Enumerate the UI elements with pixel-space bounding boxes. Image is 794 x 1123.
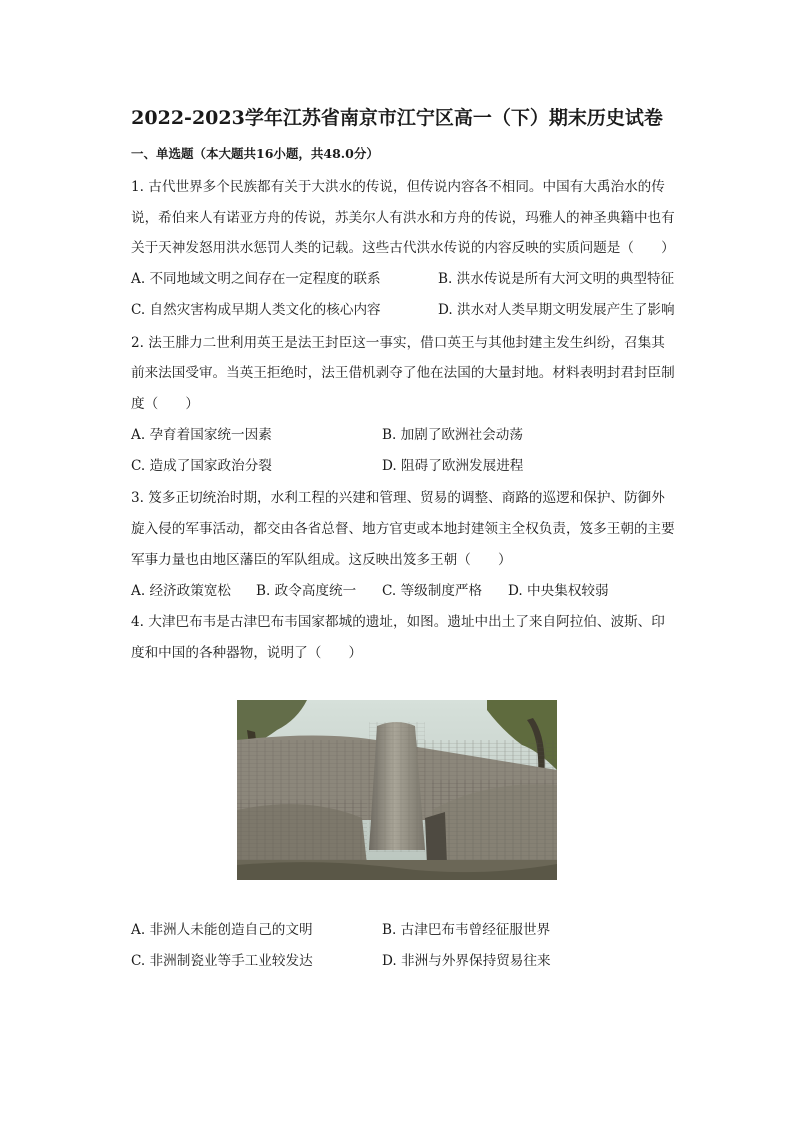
great-zimbabwe-photo (237, 700, 557, 880)
question-4-option-b[interactable]: B. 古津巴布韦曾经征服世界 (382, 922, 551, 938)
question-4-option-d[interactable]: D. 非洲与外界保持贸易往来 (382, 953, 551, 969)
ruins-illustration (237, 700, 557, 880)
question-2-option-a[interactable]: A. 孕育着国家统一因素 (131, 427, 272, 443)
question-1-option-b[interactable]: B. 洪水传说是所有大河文明的典型特征 (438, 271, 675, 287)
question-2-line-1: 2. 法王腓力二世利用英王是法王封臣这一事实，借口英王与其他封建主发生纠纷，召集其 (131, 335, 665, 351)
section-heading: 一、单选题（本大题共16小题，共48.0分） (131, 146, 379, 161)
question-3-option-a[interactable]: A. 经济政策宽松 (131, 583, 232, 599)
question-4-option-c[interactable]: C. 非洲制瓷业等手工业较发达 (131, 953, 313, 969)
question-3-option-b[interactable]: B. 政令高度统一 (256, 583, 357, 599)
exam-title: 2022-2023学年江苏省南京市江宁区高一（下）期末历史试卷 (131, 107, 663, 129)
question-3-option-d[interactable]: D. 中央集权较弱 (508, 583, 609, 599)
question-3-line-2: 旋入侵的军事活动，都交由各省总督、地方官吏或本地封建领主全权负责，笈多王朝的主要 (131, 521, 675, 537)
question-3-option-c[interactable]: C. 等级制度严格 (382, 583, 483, 599)
question-2-line-2: 前来法国受审。当英王拒绝时，法王借机剥夺了他在法国的大量封地。材料表明封君封臣制 (131, 365, 675, 381)
question-3-line-1: 3. 笈多正切统治时期，水利工程的兴建和管理、贸易的调整、商路的巡逻和保护、防御外 (131, 490, 665, 506)
question-4-option-a[interactable]: A. 非洲人未能创造自己的文明 (131, 922, 313, 938)
question-2-line-3: 度（ ） (131, 396, 199, 412)
question-1-line-3: 关于天神发怒用洪水惩罚人类的记载。这些古代洪水传说的内容反映的实质问题是（ ） (131, 240, 675, 256)
question-2-option-d[interactable]: D. 阻碍了欧洲发展进程 (382, 458, 524, 474)
question-1-option-c[interactable]: C. 自然灾害构成早期人类文化的核心内容 (131, 302, 381, 318)
question-4-line-1: 4. 大津巴布韦是古津巴布韦国家都城的遗址，如图。遗址中出土了来自阿拉伯、波斯、印 (131, 614, 665, 630)
question-2-option-c[interactable]: C. 造成了国家政治分裂 (131, 458, 272, 474)
question-1-line-2: 说，希伯来人有诺亚方舟的传说，苏美尔人有洪水和方舟的传说，玛雅人的神圣典籍中也有 (131, 210, 675, 226)
question-4-line-2: 度和中国的各种器物，说明了（ ） (131, 645, 363, 661)
question-1-line-1: 1. 古代世界多个民族都有关于大洪水的传说，但传说内容各不相同。中国有大禹治水的传 (131, 179, 665, 195)
question-1-option-d[interactable]: D. 洪水对人类早期文明发展产生了影响 (438, 302, 675, 318)
question-3-line-3: 军事力量也由地区藩臣的军队组成。这反映出笈多王朝（ ） (131, 552, 512, 568)
question-2-option-b[interactable]: B. 加剧了欧洲社会动荡 (382, 427, 523, 443)
question-1-option-a[interactable]: A. 不同地域文明之间存在一定程度的联系 (131, 271, 381, 287)
